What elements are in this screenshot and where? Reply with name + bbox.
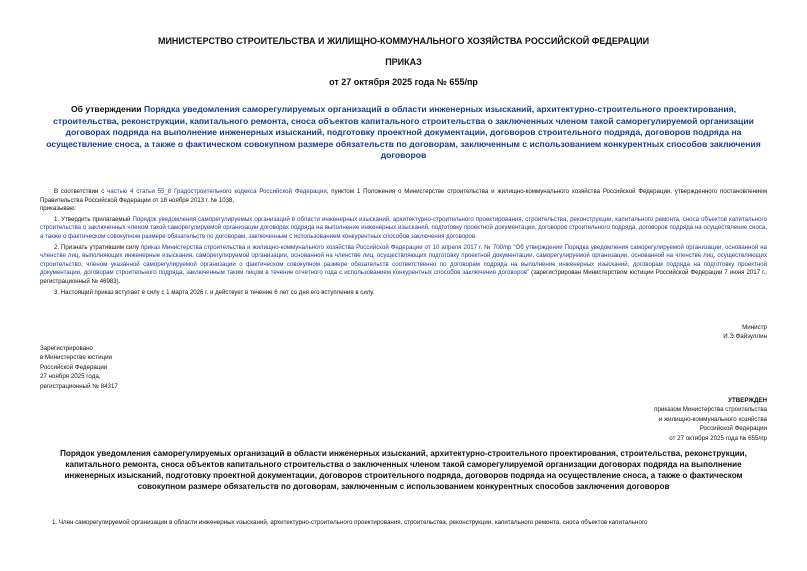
item-1-paragraph (40, 216, 767, 242)
order-title (44, 104, 763, 162)
appendix-title: Порядок уведомления саморегулируемых организаций в области инженерных изысканий, архитектурно-строительного проектирования, строительства, реконструкции, капитального ремонта, сноса объектов капитального строительства о заключенных членом такой саморегулируемой организации договорах подряда на выполнение инженерных изысканий, подготовку проектной документации, договоров строительного подряда, договоров подряда на осуществление сноса, а также о фактическом совокупном размере обязательств по договорам, заключенным с использованием конкурентных способов заключения договоров (60, 449, 747, 491)
appendix-item-1: 1. Член саморегулируемой организации в области инженерных изысканий, архитектурно-строительного проектирования, строительства, реконструкции, капитального ремонта, сноса объектов капитального (52, 519, 648, 526)
approval-line: и жилищно-коммунального хозяйства (658, 415, 767, 423)
order-date-number: от 27 октября 2025 года № 655/пр (329, 77, 478, 87)
signature-name: И.Э.Файзуллин (723, 333, 767, 340)
item-2-link[interactable]: приказ Министерства строительства и жилищно-коммунального хозяйства Российской Федерации от 10 апреля 2017 г. № 700/пр "Об утверждении Порядка уведомления саморегулируемой организации, основанной на членстве лиц, выполняющих инженерные изыскания, саморегулируемой организации, основанной на членстве лиц, осуществляющих подготовку проектной документации, саморегулируемой организации, основанной на членстве лиц, осуществляющих строительство, членом указанной саморегулируемой организации о фактическом совокупном размере обязательств соответственно по договорам подряда на выполнение инженерных изысканий, договорам подряда на подготовку проектной документации, договорам строительного подряда, заключенным таким лицом в течение отчетного года с использованием конкурентных способов заключения договоров" (40, 243, 768, 277)
order-title-link[interactable]: Порядка уведомления саморегулируемых организаций в области инженерных изысканий, архитектурно-строительного проектирования, строительства, реконструкции, капитального ремонта, сноса объектов капитального строительства о заключенных членом такой саморегулируемой организации договорах подряда на выполнение инженерных изысканий, подготовку проектной документации, договоров строительного подряда, договоров подряда на осуществление сноса, а также о фактическом совокупном размере обязательств по договорам, заключенным с использованием конкурентных способов заключения договоров (46, 104, 761, 160)
ministry-name: МИНИСТЕРСТВО СТРОИТЕЛЬСТВА И ЖИЛИЩНО-КОММУНАЛЬНОГО ХОЗЯЙСТВА РОССИЙСКОЙ ФЕДЕРАЦИИ (157, 36, 650, 46)
registration-date: 27 ноября 2025 года, (40, 373, 101, 381)
registration-line: Зарегистрировано (40, 345, 93, 352)
order-word: приказываю: (40, 205, 77, 213)
preamble-text-end: , пунктом 1 Положения о Министерстве строительства и жилищно-коммунального хозяйства Российской Федерации, утвержденного постановлением Правительства Российской Федерации от 18 ноября 2013 г. № 1038, (40, 188, 768, 204)
item-2-prefix: 2. Признать утратившим силу (54, 243, 141, 251)
signature-position: Министр (742, 324, 767, 331)
signature-block (723, 323, 767, 341)
preamble-text-start: В соответствии с (54, 188, 108, 195)
approval-line: Российской Федерации (699, 425, 767, 433)
registration-line: Российской Федерации (40, 363, 108, 371)
item-2-suffix: (зарегистрирован Министерством юстиции Российской Федерации 7 июня 2017 г., регистрационный № 46983). (40, 269, 767, 285)
preamble-link[interactable]: частью 4 статьи 55_8 Градостроительного кодекса Российской Федерации (107, 188, 327, 195)
item-3-paragraph: 3. Настоящий приказ вступает в силу с 1 марта 2026 г. и действует в течение 6 лет со дня его вступления в силу. (54, 288, 375, 296)
order-body (40, 188, 767, 297)
registration-block (40, 344, 118, 391)
order-heading: ПРИКАЗ (385, 57, 422, 67)
registration-number: регистрационный № 84317 (40, 382, 118, 390)
item-1-prefix: 1. Утвердить прилагаемый (54, 215, 133, 223)
approval-line: приказом Министерства строительства (654, 406, 767, 414)
approval-stamp (654, 396, 767, 443)
approval-date: от 27 октября 2025 года № 655/пр (669, 434, 767, 442)
item-1-link[interactable]: Порядок уведомления саморегулируемых организаций в области инженерных изысканий, архитектурно-строительного проектирования, строительства, реконструкции, капитального ремонта, сноса объектов капитального строительства о заключенных членом такой саморегулируемой организации договорах подряда на выполнение инженерных изысканий, подготовку проектной документации, договоров строительного подряда, договоров подряда на осуществление сноса, а также о фактическом совокупном размере обязательств по договорам, заключенным с использованием конкурентных способов заключения договоров (40, 215, 767, 240)
registration-line: в Министерстве юстиции (40, 354, 113, 362)
approval-title: УТВЕРЖДЕН (728, 397, 767, 404)
preamble-paragraph (40, 188, 767, 205)
order-title-prefix: Об утверждении (70, 104, 144, 114)
item-1-suffix: . (475, 232, 477, 240)
item-2-paragraph (40, 244, 767, 287)
